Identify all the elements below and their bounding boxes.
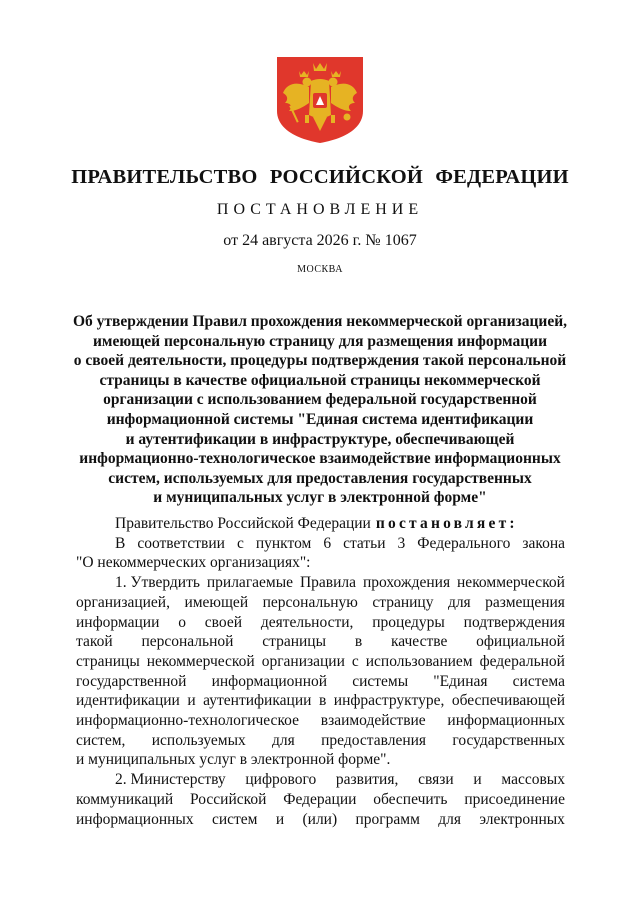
word: прилагаемые — [206, 574, 294, 592]
word: организацией, — [76, 593, 170, 611]
title-line: и муниципальных услуг в электронной форме" — [153, 489, 487, 507]
word: имеющей — [184, 593, 249, 611]
word: размещения — [485, 593, 565, 611]
preamble-line — [76, 514, 565, 534]
text-line — [76, 613, 565, 633]
word: качестве — [390, 633, 448, 651]
word: государственных — [452, 731, 565, 749]
title-line: страницы в качестве официальной страницы некоммерческой — [99, 371, 541, 389]
decree-word: постановляет: — [375, 515, 518, 532]
word: систем, — [76, 731, 126, 749]
word: Федерации — [283, 790, 357, 808]
word: закона — [522, 534, 565, 552]
word: (или) — [302, 810, 338, 828]
word: 6 — [323, 534, 332, 552]
word: присоединение — [464, 790, 565, 808]
word: страницы — [76, 652, 140, 670]
word: своей — [204, 613, 242, 631]
word: предоставления — [321, 731, 427, 749]
text-line — [76, 632, 565, 652]
word: использованием — [365, 652, 473, 670]
word: 2. Министерству — [115, 771, 226, 789]
text-line — [76, 770, 565, 790]
title-line: и аутентификации в инфраструктуре, обеспечивающей — [125, 430, 515, 448]
word: информационных — [447, 712, 565, 730]
title-line: организации с использованием федеральной государственной — [103, 391, 537, 409]
paragraph-1 — [76, 573, 565, 770]
word: соответствии — [137, 534, 225, 552]
text-line — [76, 810, 565, 830]
word: инфраструктуре, — [333, 692, 445, 710]
paragraph-2 — [76, 770, 565, 829]
city-label: МОСКВА — [297, 264, 343, 275]
title-line: имеющей персональную страницу для размещения информации — [92, 332, 548, 350]
word: пунктом — [255, 534, 312, 552]
word: о — [178, 613, 186, 631]
word: обеспечивающей — [451, 692, 565, 710]
word: информационно-технологическое — [76, 712, 300, 730]
word: Российской — [190, 790, 267, 808]
word: 1. Утвердить — [115, 574, 200, 592]
word: персональной — [141, 633, 234, 651]
word: информационной — [211, 672, 328, 690]
text-line — [76, 573, 565, 593]
text-line — [76, 711, 565, 731]
word: с — [236, 534, 244, 552]
word: система — [512, 672, 565, 690]
title-line: информационно-технологическое взаимодействие информационных — [79, 450, 561, 468]
word: страницу — [372, 593, 434, 611]
word: с — [351, 652, 359, 670]
word: идентификации — [76, 692, 180, 710]
word: деятельности, — [260, 613, 354, 631]
word: развития, — [335, 771, 399, 789]
paragraph-basis — [76, 534, 565, 573]
document-body — [76, 514, 565, 829]
word: персональную — [262, 593, 358, 611]
word: некоммерческой — [146, 652, 255, 670]
word: программ — [355, 810, 420, 828]
word: для — [272, 731, 295, 749]
preamble-text: Правительство Российской Федерации — [115, 515, 371, 532]
word: и — [187, 692, 196, 710]
word: для — [438, 810, 462, 828]
word: систем — [211, 810, 258, 828]
title-line: Об утверждении Правил прохождения некоммерческой организацией, — [72, 313, 568, 330]
word: некоммерческой — [457, 574, 565, 592]
russian-coat-of-arms-icon — [275, 55, 365, 145]
word: информационных — [76, 810, 194, 828]
word: официальной — [476, 633, 565, 651]
text-line — [76, 790, 565, 810]
text-line — [76, 593, 565, 613]
resolution-title — [70, 312, 570, 508]
word: системы — [352, 672, 409, 690]
title-line: о своей деятельности, процедуры подтверждения такой персональной — [73, 352, 567, 370]
word: аутентификации — [203, 692, 312, 710]
word: государственной — [76, 672, 187, 690]
word: цифрового — [245, 771, 317, 789]
government-title: ПРАВИТЕЛЬСТВО РОССИЙСКОЙ ФЕДЕРАЦИИ — [71, 166, 569, 188]
word: страницы — [262, 633, 327, 651]
word: коммуникаций — [76, 790, 174, 808]
word: в — [318, 692, 327, 710]
word: взаимодействие — [320, 712, 426, 730]
word: и — [473, 771, 482, 789]
text-line — [76, 652, 565, 672]
word: электронных — [479, 810, 565, 828]
word: в — [354, 633, 363, 651]
text-line — [76, 672, 565, 692]
text-line — [76, 553, 565, 573]
coat-of-arms-emblem — [275, 55, 365, 145]
word: Правила — [299, 574, 357, 592]
text-line — [76, 731, 565, 751]
word: для — [447, 593, 471, 611]
word: подтверждения — [463, 613, 565, 631]
document-type: ПОСТАНОВЛЕНИЕ — [216, 201, 424, 218]
word: процедуры — [372, 613, 445, 631]
word: Федерального — [417, 534, 511, 552]
text-line — [76, 534, 565, 554]
word: используемых — [151, 731, 246, 749]
word: 3 — [397, 534, 406, 552]
word: обеспечить — [373, 790, 448, 808]
title-line: систем, используемых для предоставления государственных — [108, 469, 532, 487]
word: и муниципальных услуг в электронной форме". — [76, 751, 391, 769]
title-line: информационной системы "Единая система идентификации — [106, 410, 534, 428]
word: В — [115, 534, 126, 552]
word: прохождения — [362, 574, 451, 592]
word: статьи — [343, 534, 386, 552]
word: организации — [261, 652, 345, 670]
word: такой — [76, 633, 113, 651]
word: федеральной — [479, 652, 565, 670]
word: связи — [418, 771, 454, 789]
word: и — [275, 810, 285, 828]
word: информации — [76, 613, 160, 631]
text-line — [76, 750, 565, 770]
word: массовых — [501, 771, 565, 789]
word: "О некоммерческих организациях": — [76, 554, 311, 572]
text-line — [76, 691, 565, 711]
date-number-line: от 24 августа 2026 г. № 1067 — [223, 232, 417, 249]
word: "Единая — [433, 672, 488, 690]
